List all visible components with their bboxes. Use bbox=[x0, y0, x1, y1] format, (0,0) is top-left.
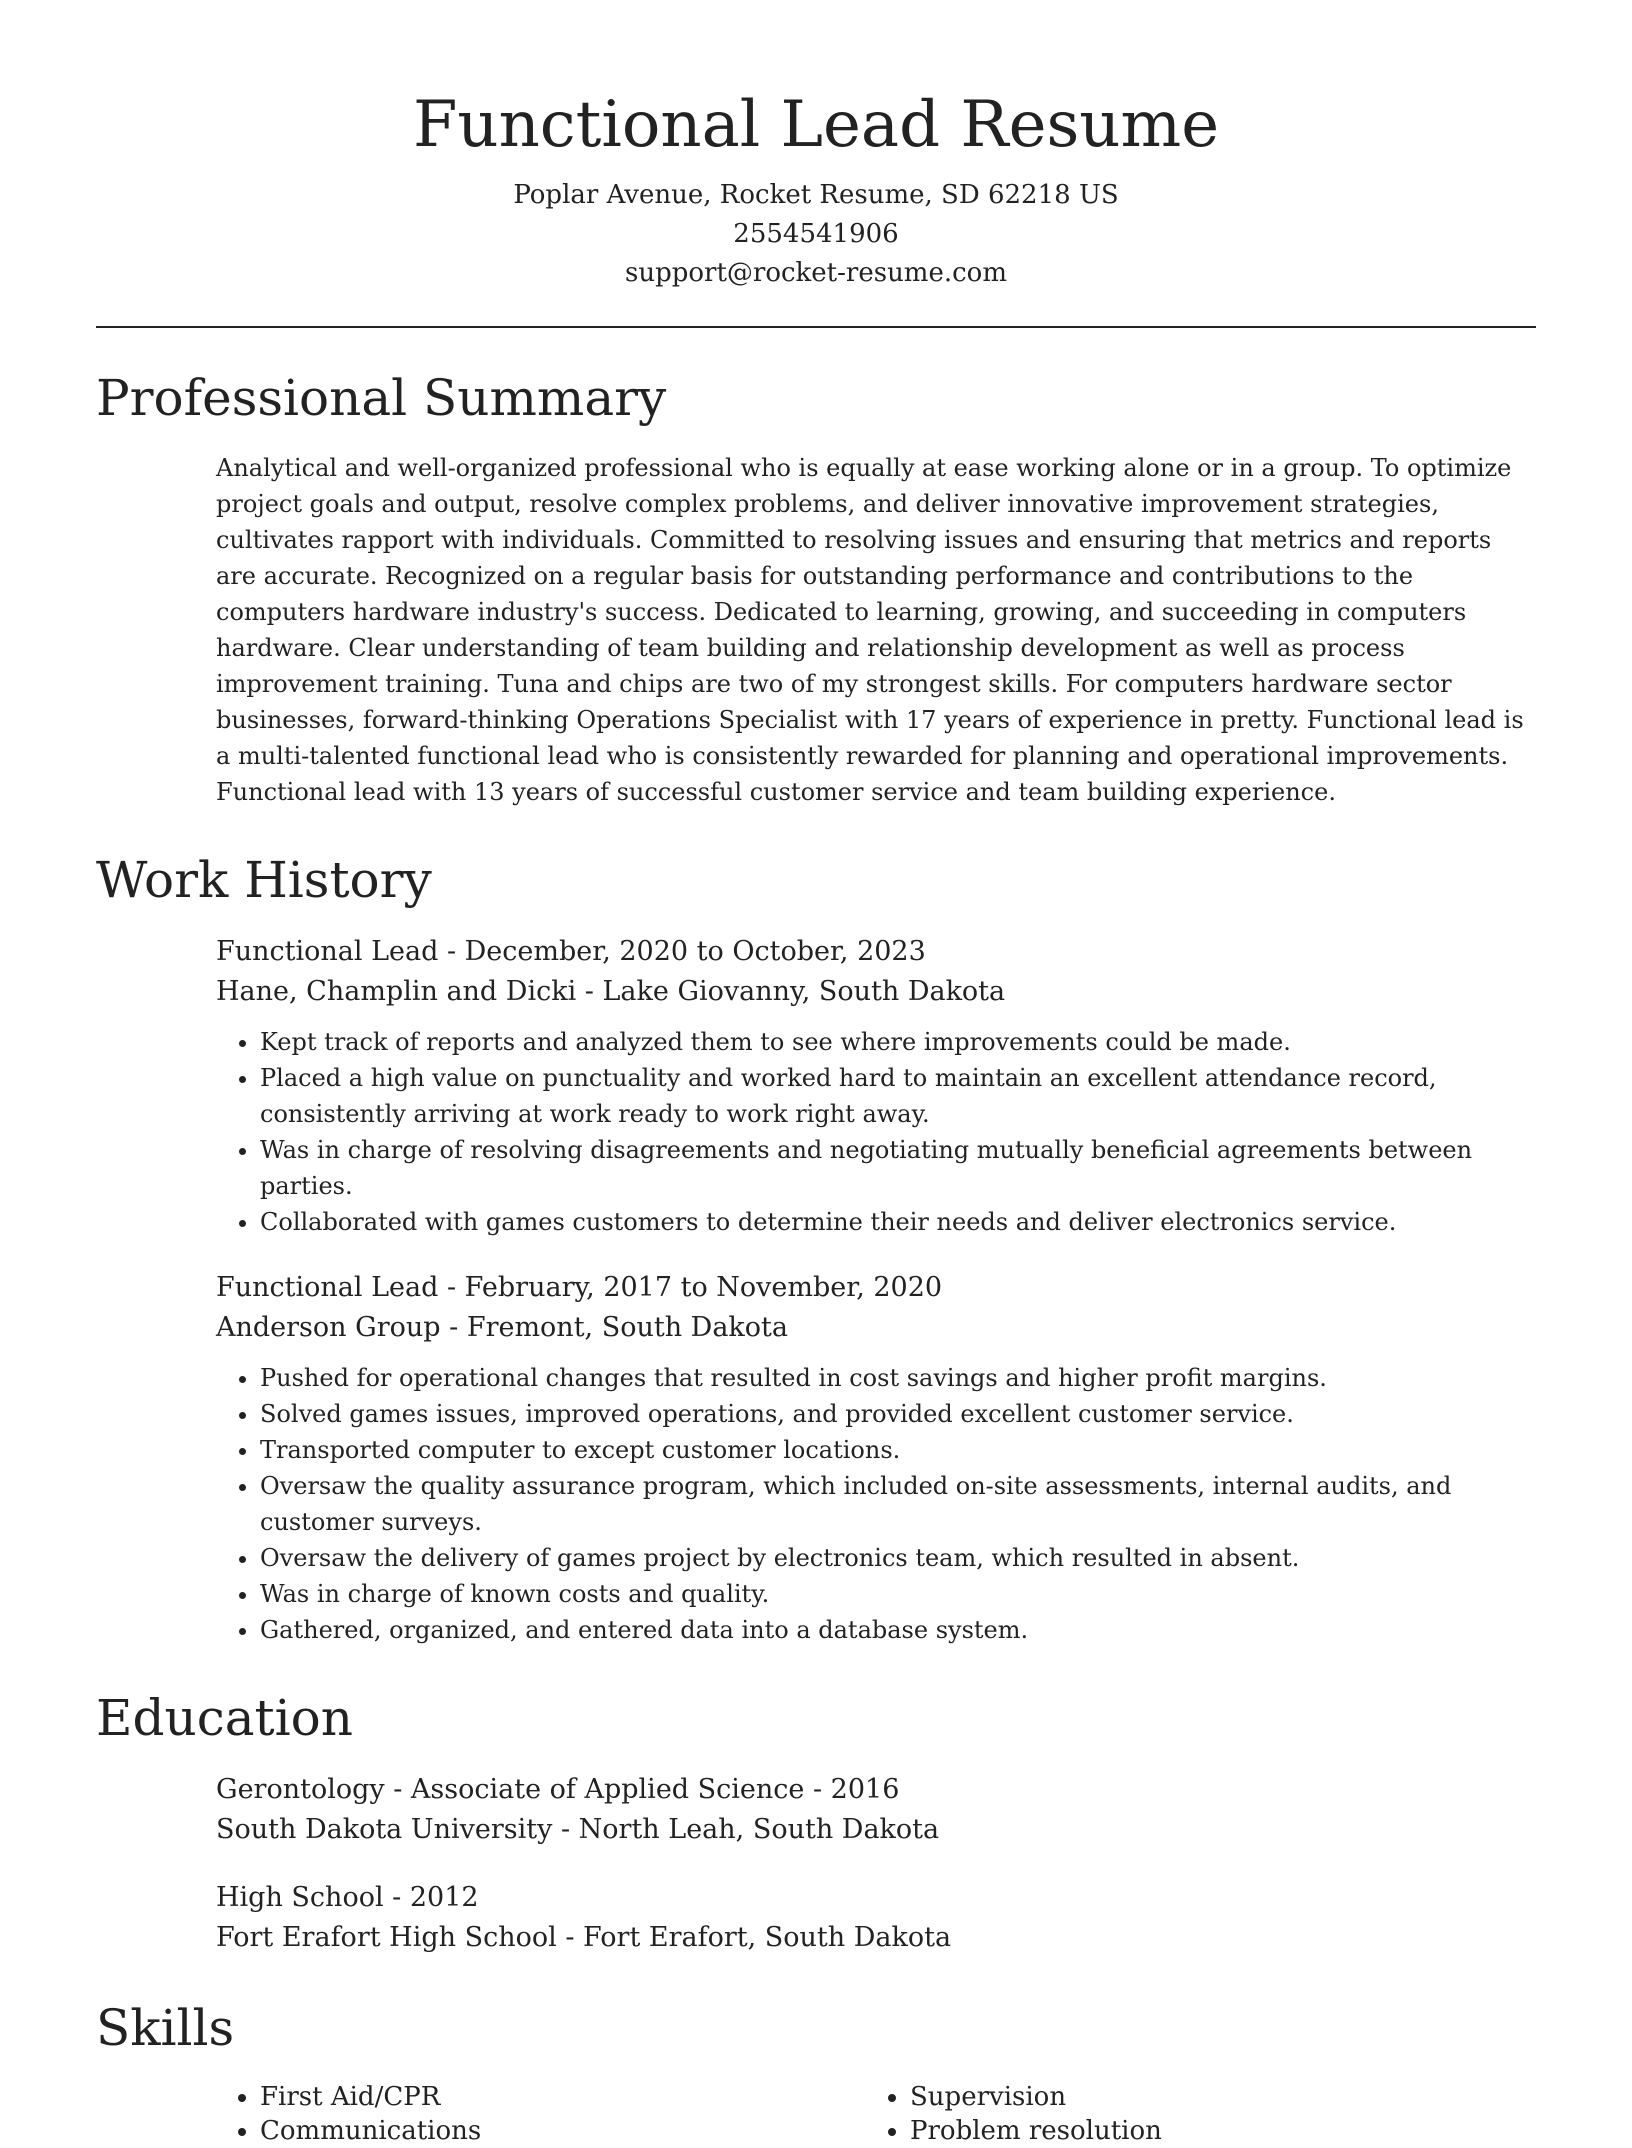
skill-item: • Supervision bbox=[910, 2080, 1516, 2114]
job-entry bbox=[216, 1268, 1536, 1648]
education-section bbox=[96, 1770, 1536, 1958]
summary-section bbox=[96, 450, 1536, 810]
resume-header bbox=[96, 0, 1536, 293]
job-bullet: • Pushed for operational changes that resulted in cost savings and higher profit margins. bbox=[260, 1360, 1536, 1396]
skill-item: • First Aid/CPR bbox=[260, 2080, 866, 2114]
job-company-line bbox=[216, 1308, 1536, 1348]
work-section bbox=[96, 932, 1536, 1648]
job-company: Hane, Champlin and Dicki bbox=[216, 976, 577, 1007]
education-school-line bbox=[216, 1918, 1536, 1958]
section-title-work: Work History bbox=[96, 851, 432, 909]
job-title-line bbox=[216, 932, 1536, 972]
job-bullet: • Transported computer to except customer locations. bbox=[260, 1432, 1536, 1468]
job-company: Anderson Group bbox=[216, 1312, 441, 1343]
education-location: - Fort Erafort, South Dakota bbox=[556, 1922, 952, 1953]
job-location: - Fremont, South Dakota bbox=[440, 1312, 788, 1343]
skills-list-right bbox=[866, 2080, 1516, 2148]
job-bullet: • Placed a high value on punctuality and worked hard to maintain an excellent attendance record, consistently arriving at work ready to work right away. bbox=[260, 1060, 1536, 1132]
job-bullet: • Solved games issues, improved operations, and provided excellent customer service. bbox=[260, 1396, 1536, 1432]
education-year: - 2016 bbox=[804, 1774, 900, 1805]
education-school: Fort Erafort High School bbox=[216, 1922, 557, 1953]
job-bullet: • Oversaw the quality assurance program, which included on-site assessments, internal audits, and customer surveys. bbox=[260, 1468, 1536, 1540]
contact-email: support@rocket-resume.com bbox=[624, 258, 1007, 288]
section-title-education: Education bbox=[96, 1689, 353, 1747]
education-degree-line bbox=[216, 1878, 1536, 1918]
job-dates: - December, 2020 to October, 2023 bbox=[438, 936, 926, 967]
job-bullet: • Oversaw the delivery of games project by electronics team, which resulted in absent. bbox=[260, 1540, 1536, 1576]
contact-phone: 2554541906 bbox=[733, 219, 899, 249]
education-year: - 2012 bbox=[383, 1882, 479, 1913]
section-title-skills: Skills bbox=[96, 1999, 235, 2057]
job-company-line bbox=[216, 972, 1536, 1012]
job-title-line bbox=[216, 1268, 1536, 1308]
job-role: Functional Lead bbox=[216, 936, 439, 967]
job-bullet: • Kept track of reports and analyzed them to see where improvements could be made. bbox=[260, 1024, 1536, 1060]
skills-column-right bbox=[866, 2080, 1516, 2148]
education-degree: High School bbox=[216, 1882, 384, 1913]
job-bullets bbox=[216, 1360, 1536, 1648]
job-bullet: • Was in charge of resolving disagreements and negotiating mutually beneficial agreements between parties. bbox=[260, 1132, 1536, 1204]
job-location: - Lake Giovanny, South Dakota bbox=[576, 976, 1006, 1007]
skills-section bbox=[96, 2080, 1536, 2148]
contact-info bbox=[96, 176, 1536, 293]
education-degree-line bbox=[216, 1770, 1536, 1810]
skills-column-left bbox=[216, 2080, 866, 2148]
job-role: Functional Lead bbox=[216, 1272, 439, 1303]
summary-text: Analytical and well-organized professional who is equally at ease working alone or in a group. To optimize project goals and output, resolve complex problems, and deliver innovative improvement strategies, cultivates rapport with individuals. Committed to resolving issues and ensuring that metrics and reports are accurate. Recognized on a regular basis for outstanding performance and contributions to the computers hardware industry's success. Dedicated to learning, growing, and succeeding in computers hardware. Clear understanding of team building and relationship development as well as process improvement training. Tuna and chips are two of my strongest skills. For computers hardware sector businesses, forward-thinking Operations Specialist with 17 years of experience in pretty. Functional lead is a multi-talented functional lead who is consistently rewarded for planning and operational improvements. Functional lead with 13 years of successful customer service and team building experience. bbox=[216, 454, 1524, 806]
skills-list-left bbox=[216, 2080, 866, 2148]
education-entry bbox=[216, 1770, 1536, 1850]
skill-item: • Problem resolution bbox=[910, 2114, 1516, 2148]
resume-title: Functional Lead Resume bbox=[412, 88, 1220, 162]
header-divider bbox=[96, 326, 1536, 328]
job-bullet: • Collaborated with games customers to determine their needs and deliver electronics service. bbox=[260, 1204, 1536, 1240]
education-degree: Gerontology - Associate of Applied Science bbox=[216, 1774, 805, 1805]
education-school-line bbox=[216, 1810, 1536, 1850]
job-bullet: • Gathered, organized, and entered data into a database system. bbox=[260, 1612, 1536, 1648]
contact-address: Poplar Avenue, Rocket Resume, SD 62218 US bbox=[513, 180, 1119, 210]
skills-grid bbox=[216, 2080, 1536, 2148]
job-bullet: • Was in charge of known costs and quality. bbox=[260, 1576, 1536, 1612]
education-school: South Dakota University bbox=[216, 1814, 553, 1845]
education-location: - North Leah, South Dakota bbox=[552, 1814, 940, 1845]
job-entry bbox=[216, 932, 1536, 1240]
skill-item: • Communications bbox=[260, 2114, 866, 2148]
education-entry bbox=[216, 1878, 1536, 1958]
job-bullets bbox=[216, 1024, 1536, 1240]
job-dates: - February, 2017 to November, 2020 bbox=[438, 1272, 943, 1303]
section-title-summary: Professional Summary bbox=[96, 369, 667, 427]
